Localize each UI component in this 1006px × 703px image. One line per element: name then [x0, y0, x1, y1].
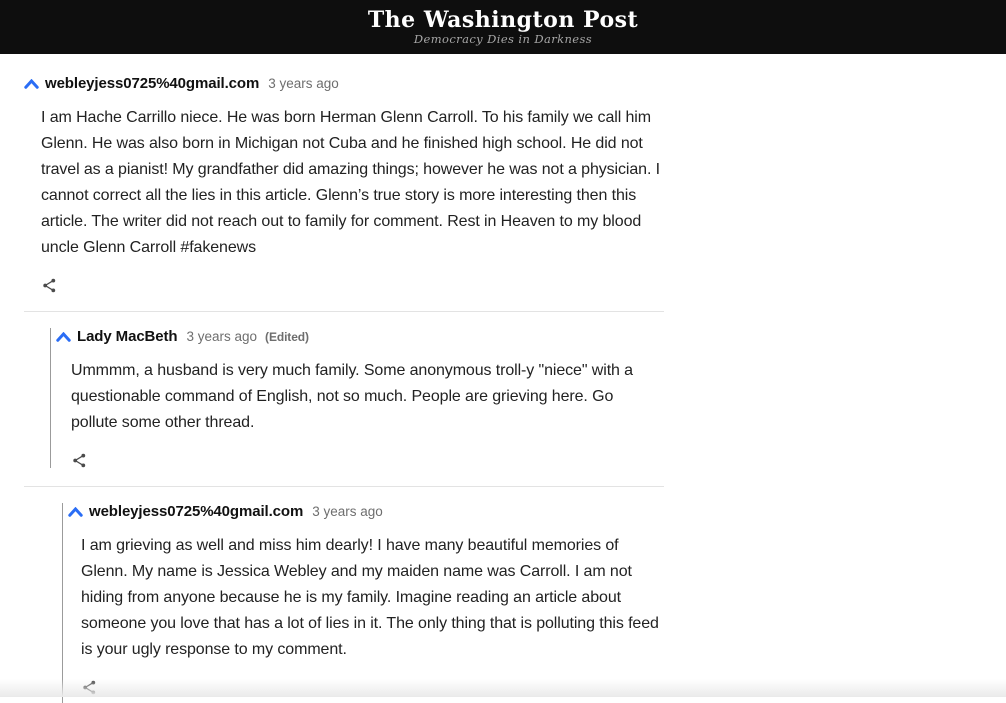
- share-icon: [82, 680, 97, 695]
- masthead-tagline: Democracy Dies in Darkness: [413, 32, 593, 46]
- comment-author: webleyjess0725%40gmail.com: [89, 503, 304, 520]
- wapo-logo[interactable]: The Washington Post: [367, 7, 639, 33]
- comment-body: I am Hache Carrillo niece. He was born Herman Glenn Carroll. To his family we call him Glenn. He was also born in Michigan not Cuba and he finished high school. He did not travel as a pianist! My grandfather did amazing things; however he was not a physician. I cannot correct all the lies in this article. Glenn’s true story is more interesting then this article. The writer did not reach out to family for comment. Rest in Heaven to my blood uncle Glenn Carroll #fakenews: [41, 109, 660, 256]
- comment-header: [56, 328, 664, 345]
- chevron-up-icon: [68, 507, 83, 517]
- comment-body: I am grieving as well and miss him dearly! I have many beautiful memories of Glenn. My name is Jessica Webley and my maiden name was Carroll. I am not hiding from anyone because he is my family. Imagine reading an article about someone you love that has a lot of lies in it. The only thing that is polluting this feed is your ugly response to my comment.: [81, 537, 659, 658]
- comment-body: Ummmm, a husband is very much family. Some anonymous troll-y "niece" with a questionable command of English, not so much. People are grieving here. Go pollute some other thread.: [71, 362, 633, 431]
- comment-header: [68, 503, 664, 520]
- share-button[interactable]: [42, 278, 57, 293]
- share-button[interactable]: [82, 680, 97, 695]
- collapse-thread-button[interactable]: [56, 332, 71, 342]
- share-icon: [72, 453, 87, 468]
- share-button[interactable]: [72, 453, 87, 468]
- edited-badge: (Edited): [265, 329, 309, 344]
- comments-section: [24, 54, 664, 703]
- comment-timestamp: 3 years ago: [312, 504, 383, 519]
- comment-timestamp: 3 years ago: [186, 329, 258, 344]
- comment-author: Lady MacBeth: [77, 328, 178, 345]
- chevron-up-icon: [56, 332, 71, 342]
- comment: [56, 328, 664, 468]
- collapse-thread-button[interactable]: [24, 79, 39, 89]
- reply-thread: [62, 503, 664, 703]
- comment-timestamp: 3 years ago: [268, 76, 339, 91]
- comment: [68, 503, 664, 695]
- share-icon: [42, 278, 57, 293]
- chevron-up-icon: [24, 79, 39, 89]
- comment-separator: [24, 486, 664, 487]
- comment-author: webleyjess0725%40gmail.com: [45, 75, 260, 92]
- reply-thread: [50, 328, 664, 468]
- comment-header: [24, 75, 664, 92]
- comment: [24, 54, 664, 293]
- collapse-thread-button[interactable]: [68, 507, 83, 517]
- masthead: [0, 0, 1006, 54]
- comment-separator: [24, 311, 664, 312]
